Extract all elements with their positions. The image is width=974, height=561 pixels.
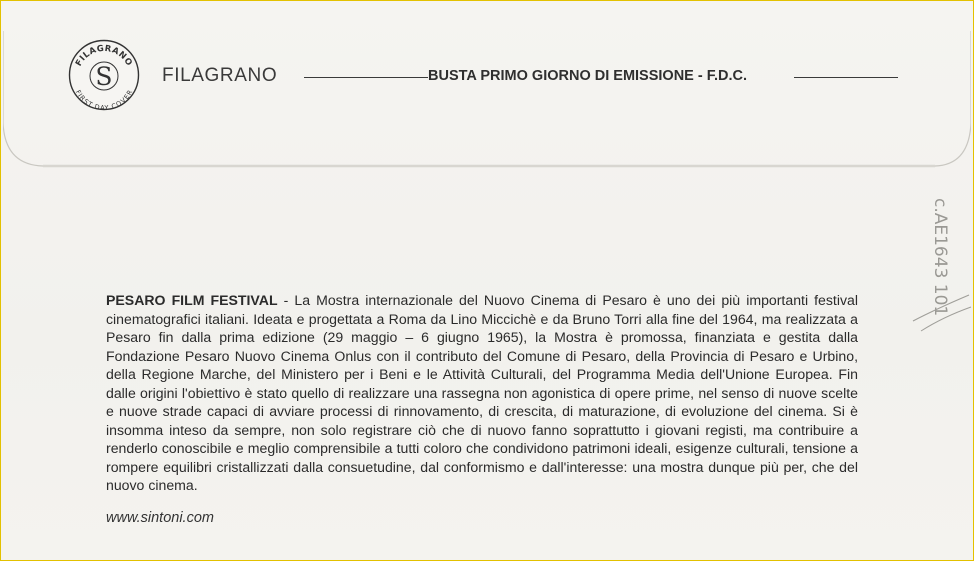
filagrano-logo <box>68 39 140 111</box>
logo-letter: S <box>95 62 113 91</box>
handwritten-annotation <box>911 189 973 359</box>
website-url: www.sintoni.com <box>106 510 214 526</box>
fdc-rule-left <box>304 77 428 78</box>
brand-name: FILAGRANO <box>162 65 278 86</box>
handwritten-text: c.AE1643 101 <box>930 198 950 317</box>
festival-body: - La Mostra internazionale del Nuovo Cinema di Pesaro è uno dei più importanti festival cinematografici italiani. Ideata e progettata a Roma da Lino Miccichè e da Bruno Torri alla fine del 1964, ma realizzata a Pesaro fin dalla prima edizione (29 maggio – 6 giugno 1965), la Mostra è promossa, finanziata e gestita dalla Fondazione Pesaro Nuovo Cinema Onlus con il contributo del Comune di Pesaro, della Provincia di Pesaro e Urbino, della Regione Marche, del Ministero per i Beni e le Attività Culturali, del Programma Media dell'Unione Europea. Fin dalle origini l'obiettivo è stato quello di realizzare una rassegna non agonistica di opere prime, nel senso di nuove scelte e nuove strade capaci di avviare processi di rinnovamento, di crescita, di maturazione, di evoluzione del cinema. Si è insomma inteso da sempre, non solo registrare ciò che di nuovo fanno soprattutto i giovani registi, ma contribuire a renderlo conoscibile e meglio comprensibile a tutti coloro che condividono patrimoni ideali, esigenze culturali, tensione a rompere equilibri cristallizzati dalla consuetudine, dal conformismo e dall'interesse: una mostra dunque più per, che del nuovo cinema. <box>106 292 858 493</box>
logo-arc-bottom: FIRST DAY COVER <box>73 88 135 111</box>
fdc-title-row <box>304 65 898 89</box>
fdc-title: BUSTA PRIMO GIORNO DI EMISSIONE - F.D.C. <box>428 68 748 84</box>
logo-arc-top: FILAGRANO <box>73 43 135 69</box>
fdc-rule-right <box>794 77 898 78</box>
festival-heading: PESARO FILM FESTIVAL <box>106 292 278 308</box>
festival-description <box>106 291 858 495</box>
